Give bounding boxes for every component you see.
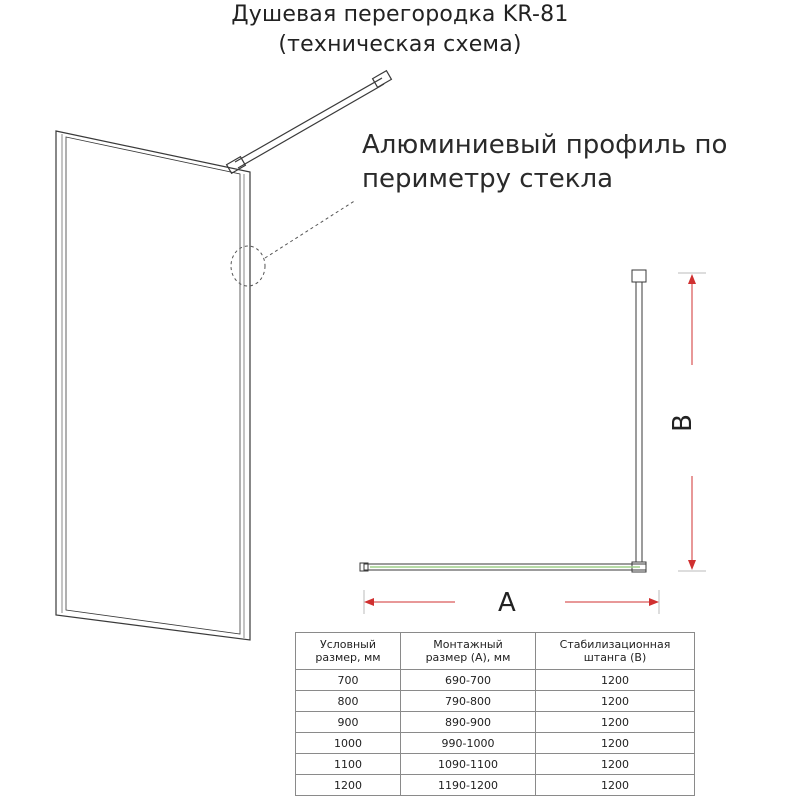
table-row — [296, 733, 695, 754]
table-cell: 1200 — [536, 754, 695, 775]
table-cell: 1190-1200 — [401, 775, 536, 796]
header-text: Условный — [319, 638, 377, 651]
table-cell: 1200 — [296, 775, 401, 796]
table-cell: 690-700 — [401, 670, 536, 691]
table-row — [296, 691, 695, 712]
table-row — [296, 775, 695, 796]
table-row — [296, 754, 695, 775]
header-text: размер (А), мм — [425, 651, 511, 664]
table-cell: 1200 — [536, 733, 695, 754]
stabilizer-bar-perspective — [227, 71, 392, 174]
table-cell: 1200 — [536, 775, 695, 796]
table-header-stabilizer — [536, 633, 695, 670]
table-cell: 790-800 — [401, 691, 536, 712]
table-row — [296, 712, 695, 733]
table-cell: 700 — [296, 670, 401, 691]
glass-panel-perspective — [56, 131, 250, 640]
table-cell: 800 — [296, 691, 401, 712]
diagram-subtitle: (техническая схема) — [278, 32, 522, 57]
table-cell: 990-1000 — [401, 733, 536, 754]
table-cell: 1200 — [536, 670, 695, 691]
profile-annotation-line1: Алюминиевый профиль по — [362, 130, 728, 160]
table-header-row — [296, 633, 695, 670]
header-text: Стабилизационная — [559, 638, 671, 651]
table-cell: 1200 — [536, 712, 695, 733]
header-text: размер, мм — [315, 651, 381, 664]
table-header-nominal — [296, 633, 401, 670]
profile-annotation-line2: периметру стекла — [362, 164, 613, 194]
table-cell: 890-900 — [401, 712, 536, 733]
table-header-mounting — [401, 633, 536, 670]
header-text: Монтажный — [433, 638, 503, 651]
header-text: штанга (В) — [583, 651, 647, 664]
table-cell: 1090-1100 — [401, 754, 536, 775]
table-row — [296, 670, 695, 691]
diagram-title: Душевая перегородка KR-81 — [231, 2, 569, 27]
table-cell: 1200 — [536, 691, 695, 712]
table-cell: 1100 — [296, 754, 401, 775]
dimension-a-label: A — [498, 588, 516, 618]
table-cell: 900 — [296, 712, 401, 733]
side-view — [360, 270, 646, 572]
dimension-b-label: B — [667, 414, 698, 432]
table-cell: 1000 — [296, 733, 401, 754]
size-table — [295, 632, 695, 796]
